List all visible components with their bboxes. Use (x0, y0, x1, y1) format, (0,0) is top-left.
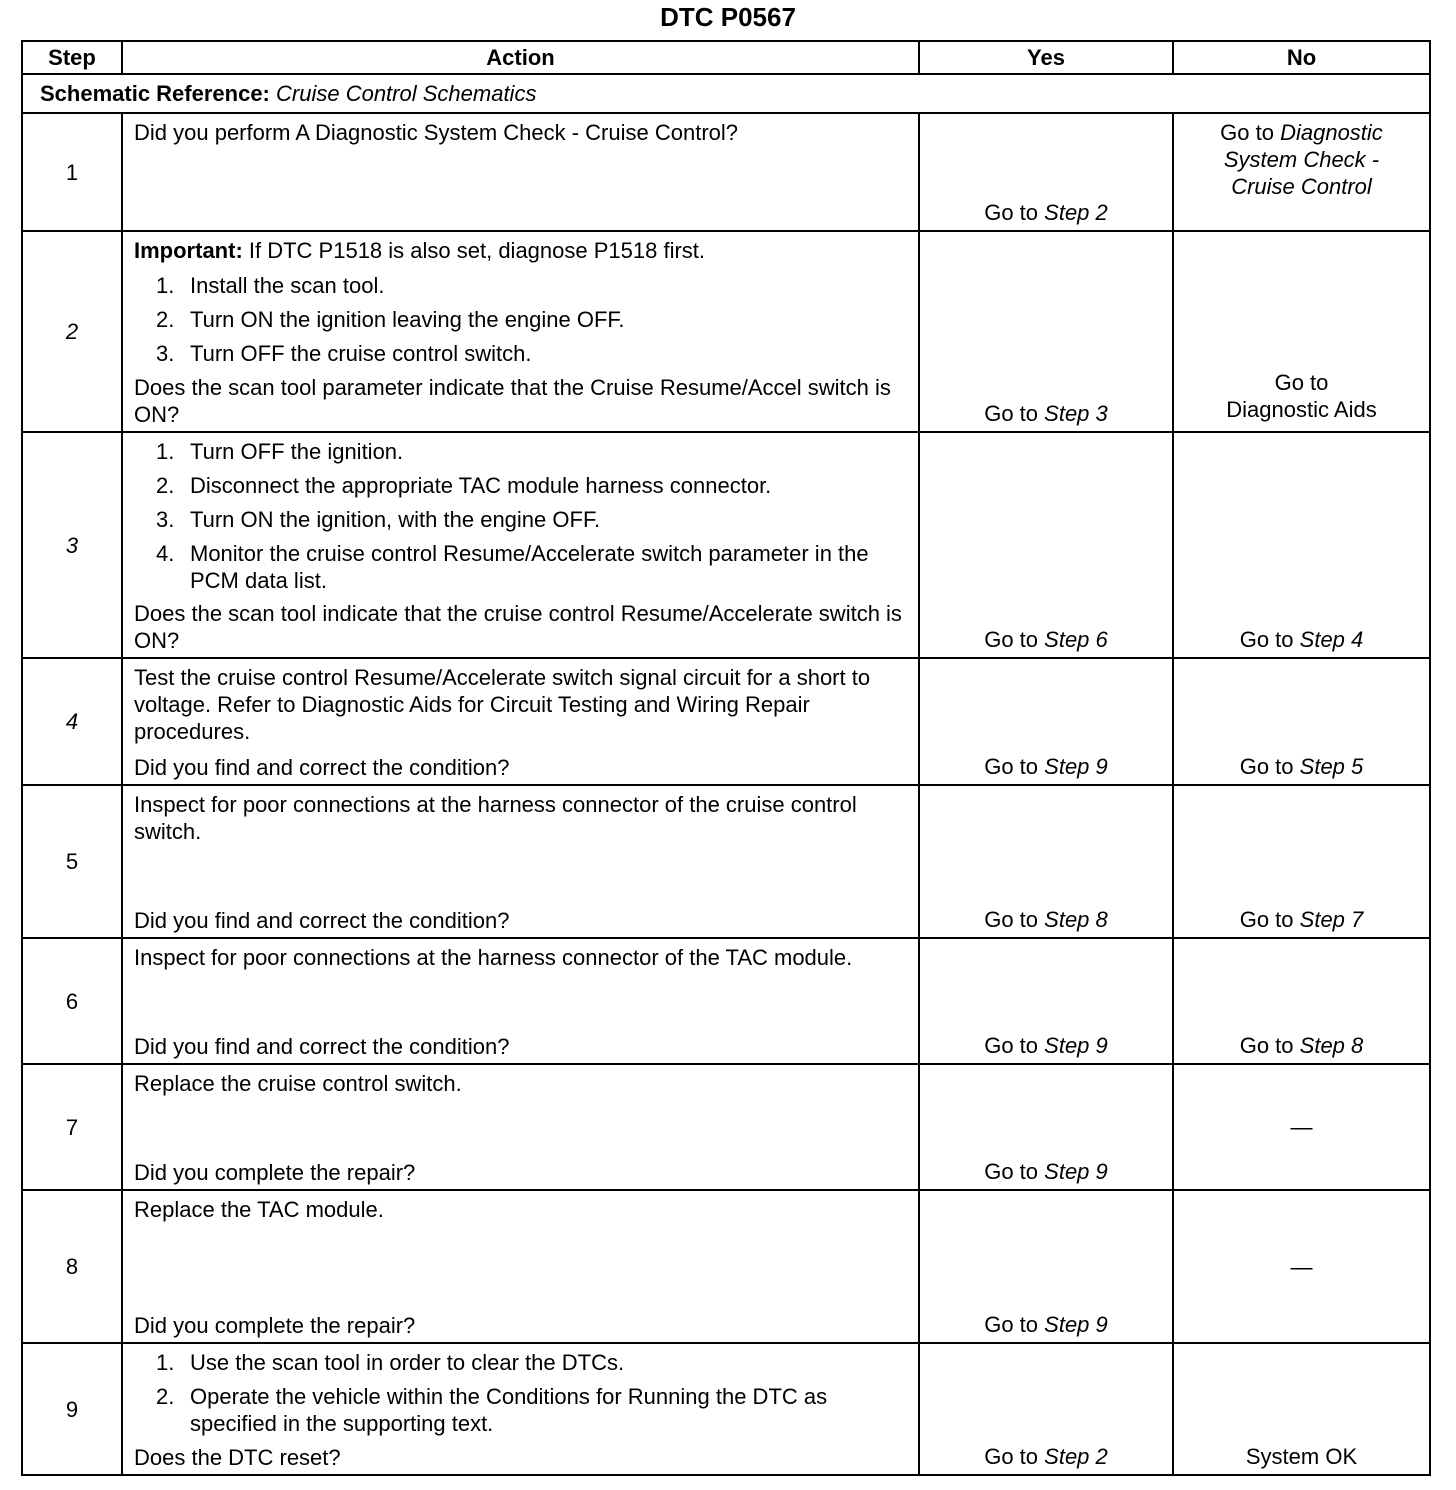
no-cell (1173, 938, 1430, 1064)
no-result: System OK (1245, 1444, 1358, 1469)
no-cell (1173, 785, 1430, 938)
header-action: Action (122, 41, 919, 74)
step-number: 7 (22, 1064, 122, 1190)
yes-goto[interactable]: Go to Step 8 (984, 907, 1108, 932)
no-cell (1173, 1343, 1430, 1475)
action-intro: Replace the cruise control switch. (134, 1071, 462, 1096)
step-number: 4 (22, 658, 122, 785)
yes-cell (919, 432, 1173, 658)
action-steps (134, 438, 908, 594)
step-number: 5 (22, 785, 122, 938)
yes-goto[interactable]: Go to Step 9 (984, 1312, 1108, 1337)
yes-goto[interactable]: Go to Step 6 (984, 627, 1108, 652)
action-question: Did you find and correct the condition? (134, 908, 510, 933)
action-cell (122, 1190, 919, 1343)
no-cell (1173, 658, 1430, 785)
schematic-label: Schematic Reference: (40, 81, 270, 106)
no-goto[interactable]: Go to Diagnostic Aids (1226, 370, 1377, 422)
yes-cell (919, 658, 1173, 785)
yes-goto[interactable]: Go to Step 3 (984, 401, 1108, 426)
step-number: 8 (22, 1190, 122, 1343)
action-question: Does the scan tool parameter indicate that the Cruise Resume/Accel switch is ON? (134, 375, 891, 427)
action-steps (134, 272, 908, 367)
action-intro: Inspect for poor connections at the harness connector of the TAC module. (134, 945, 853, 970)
table-row (22, 432, 1430, 658)
action-intro: Did you perform A Diagnostic System Check - Cruise Control? (134, 120, 739, 145)
yes-cell (919, 1343, 1173, 1475)
action-cell (122, 785, 919, 938)
action-cell (122, 231, 919, 432)
step-number: 6 (22, 938, 122, 1064)
action-question: Did you complete the repair? (134, 1313, 416, 1338)
action-question: Did you complete the repair? (134, 1160, 416, 1185)
action-cell (122, 432, 919, 658)
no-cell (1173, 113, 1430, 231)
yes-goto[interactable]: Go to Step 9 (984, 1159, 1108, 1184)
yes-goto[interactable]: Go to Step 2 (984, 1444, 1108, 1469)
table-row (22, 658, 1430, 785)
table-row (22, 1190, 1430, 1343)
step-number: 2 (22, 231, 122, 432)
list-item: 3. Turn OFF the cruise control switch. (156, 341, 532, 366)
list-item: 1. Turn OFF the ignition. (156, 439, 404, 464)
no-goto[interactable]: Go to Step 4 (1239, 627, 1364, 652)
no-cell (1173, 432, 1430, 658)
list-item: 1. Use the scan tool in order to clear the DTCs. (156, 1350, 625, 1375)
step-number: 9 (22, 1343, 122, 1475)
yes-cell (919, 113, 1173, 231)
list-item: 4. Monitor the cruise control Resume/Accelerate switch parameter in the PCM data list. (156, 541, 869, 593)
header-step: Step (22, 41, 122, 74)
action-question: Did you find and correct the condition? (134, 755, 510, 780)
yes-goto[interactable]: Go to Step 9 (984, 754, 1108, 779)
list-item: 2. Disconnect the appropriate TAC module harness connector. (156, 473, 772, 498)
table-row (22, 1064, 1430, 1190)
page-title: DTC P0567 (660, 2, 796, 32)
no-cell (1173, 231, 1430, 432)
yes-cell (919, 1190, 1173, 1343)
no-goto[interactable]: Go to Diagnostic System Check - Cruise Control (1220, 120, 1383, 199)
table-row (22, 231, 1430, 432)
no-goto[interactable]: Go to Step 5 (1239, 754, 1364, 779)
step-number: 1 (22, 113, 122, 231)
header-row (22, 41, 1430, 74)
header-no: No (1173, 41, 1430, 74)
no-goto[interactable]: Go to Step 7 (1239, 907, 1364, 932)
action-cell (122, 658, 919, 785)
yes-goto[interactable]: Go to Step 2 (984, 200, 1108, 225)
no-goto[interactable]: Go to Step 8 (1239, 1033, 1364, 1058)
list-item: 2. Turn ON the ignition leaving the engine OFF. (156, 307, 625, 332)
table-row (22, 113, 1430, 231)
table-row (22, 785, 1430, 938)
yes-cell (919, 785, 1173, 938)
list-item: 3. Turn ON the ignition, with the engine OFF. (156, 507, 601, 532)
yes-goto[interactable]: Go to Step 9 (984, 1033, 1108, 1058)
no-dash: — (1290, 1254, 1313, 1279)
action-cell (122, 938, 919, 1064)
header-yes: Yes (919, 41, 1173, 74)
step-number: 3 (22, 432, 122, 658)
action-cell (122, 113, 919, 231)
yes-cell (919, 231, 1173, 432)
action-intro: Important: If DTC P1518 is also set, diagnose P1518 first. (134, 238, 706, 263)
action-intro: Replace the TAC module. (134, 1197, 384, 1222)
list-item: 1. Install the scan tool. (156, 273, 385, 298)
diagnostic-table (21, 40, 1431, 1476)
action-steps (134, 1349, 908, 1437)
table-row (22, 938, 1430, 1064)
action-intro: Inspect for poor connections at the harness connector of the cruise control switch. (134, 792, 857, 844)
yes-cell (919, 1064, 1173, 1190)
action-cell (122, 1064, 919, 1190)
action-cell (122, 1343, 919, 1475)
schematic-reference (22, 74, 1430, 113)
no-dash: — (1290, 1114, 1313, 1140)
yes-cell (919, 938, 1173, 1064)
no-cell (1173, 1064, 1430, 1190)
action-question: Did you find and correct the condition? (134, 1034, 510, 1059)
action-intro: Test the cruise control Resume/Accelerate switch signal circuit for a short to voltage. Refer to Diagnostic Aids for Circuit Testing and Wiring Repair procedures. (134, 665, 871, 744)
action-question: Does the scan tool indicate that the cruise control Resume/Accelerate switch is ON? (134, 601, 902, 653)
schematic-link[interactable]: Cruise Control Schematics (276, 81, 537, 106)
list-item: 2. Operate the vehicle within the Conditions for Running the DTC as specified in the supporting text. (156, 1384, 828, 1436)
schematic-reference-row (22, 74, 1430, 113)
table-row (22, 1343, 1430, 1475)
action-question: Does the DTC reset? (134, 1445, 341, 1470)
no-cell (1173, 1190, 1430, 1343)
